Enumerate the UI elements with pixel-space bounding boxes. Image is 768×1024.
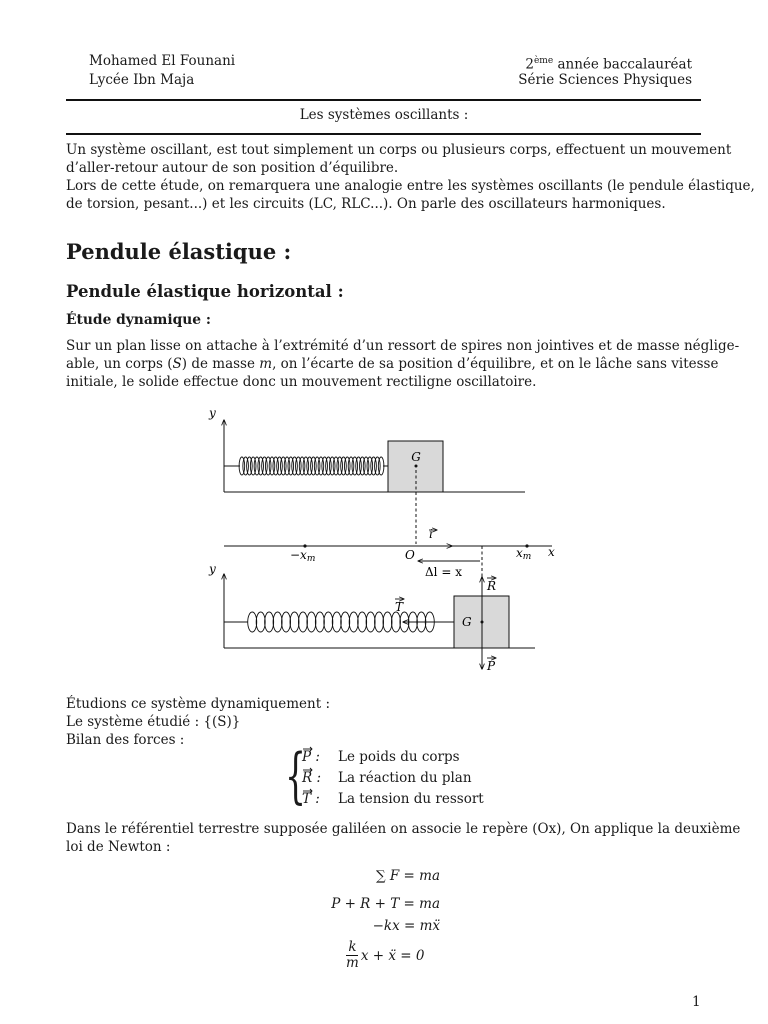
series-name: Série Sciences Physiques [518,72,692,88]
lower-y-label: y [209,562,216,576]
spring-coil [256,612,265,632]
page-title: Les systèmes oscillants : [299,107,469,123]
lower-G-label: G [462,615,472,629]
neg-xm-label: −xm [290,548,316,564]
equation-3: −kx = mẍ [372,918,440,934]
i-vector-label: i [429,527,433,541]
subsection-heading: Pendule élastique horizontal : [66,282,344,301]
T-label: T [395,600,404,614]
spring-coil [324,612,333,632]
spring-coil [391,612,400,632]
spring-coil [248,612,257,632]
author-name: Mohamed El Founani [89,53,236,69]
top-rule [66,99,701,101]
school-name: Lycée Ibn Maja [89,72,195,88]
spring-coil [282,612,291,632]
section-heading: Pendule élastique : [66,239,292,264]
setup-paragraph: Sur un plan lisse on attache à l’extrémité d’un ressort de spires non jointives et de masse néglige- able, un corps (S) de masse m, on l’écarte de sa position d’équilibre, et on le lâche sans vitesse initiale, le solide effectue donc un mouvement rectiligne oscillatoire. [66,338,740,390]
spring-coil [290,612,299,632]
spring-coil [298,612,307,632]
page-number: 1 [692,994,701,1010]
force-item-tension: T : La tension du ressort [302,791,484,807]
origin-O-label: O [405,548,415,562]
delta-l-label: Δl = x [425,565,462,579]
subsubsection-heading: Étude dynamique : [66,312,211,328]
force-item-reaction: R : La réaction du plan [302,770,472,786]
forces-list [302,747,484,810]
equation-4: k m x + ẍ = 0 [346,939,425,971]
spring-coil [383,612,392,632]
spring-coil [375,612,384,632]
equation-2: P + R + T = ma [331,896,440,912]
study-intro: Étudions ce système dynamiquement : Le système étudié : {(S)} Bilan des forces : [66,696,331,748]
R-label: R [487,579,497,593]
upper-spring-coils [239,457,384,475]
spring-coil [273,612,282,632]
force-vector-arrows [300,744,320,808]
xm-point [525,544,528,547]
equation-1: ∑ F = ma [375,868,440,884]
spring-coil [315,612,324,632]
spring-coil [265,612,274,632]
spring-coil [366,612,375,632]
spring-coil [349,612,358,632]
newton-paragraph: Dans le référentiel terrestre supposée galiléen on associe le repère (Ox), On applique la deuxième loi de Newton : [66,821,741,855]
P-label: P [487,659,496,673]
forces-brace: { [285,741,307,811]
spring-coil [341,612,350,632]
force-item-weight: P : Le poids du corps [302,749,460,765]
x-axis-label: x [548,545,555,559]
upper-G-label: G [411,450,421,464]
intro-paragraph: Un système oscillant, est tout simplement un corps ou plusieurs corps, effectuent un mouvement d’aller-retour autour de son position d’équilibre. Lors de cette étude, on remarquera une analogie entre les systèmes oscillants (le pendule élastique, de torsion, pesant...) et les circuits (LC, RLC...). On parle des oscillateurs harmoniques. [66,142,755,212]
upper-y-label: y [209,406,216,420]
spring-coil [358,612,367,632]
spring-coil [332,612,341,632]
spring-coil [307,612,316,632]
title-rule [66,133,701,135]
school-year: 2ème année baccalauréat [525,56,692,73]
xm-label: xm [516,546,532,562]
spring-mass-figure [0,400,768,685]
